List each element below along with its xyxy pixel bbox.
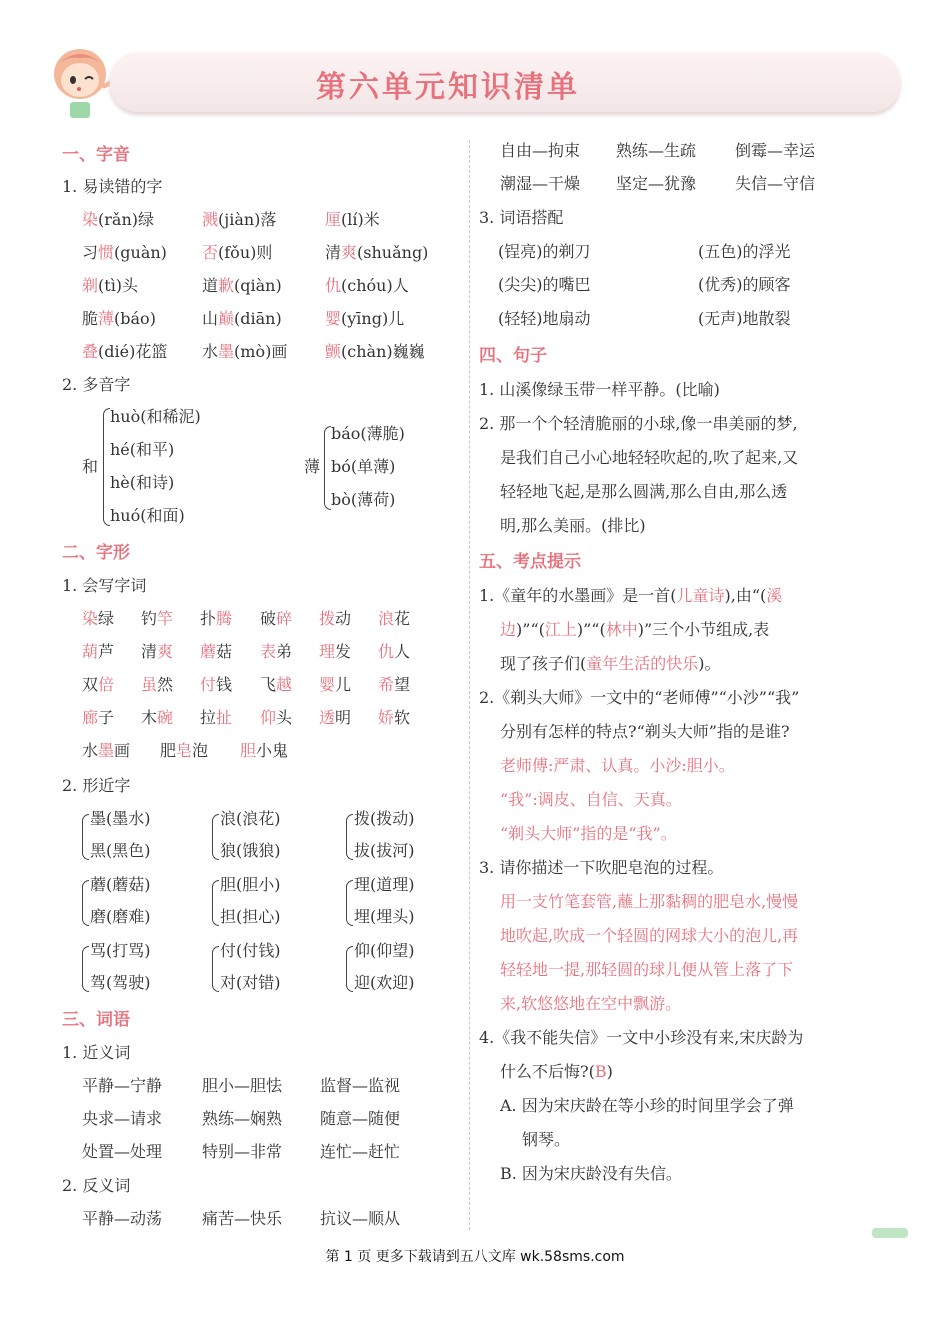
synonym-pair: 央求—请求 [82,1109,163,1128]
collocation: (无声)地散裂 [698,309,791,328]
similar-char: 磨(磨难) [90,907,151,926]
option-a: A. 因为宋庆龄在等小珍的时间里学会了弹 [500,1096,794,1115]
plain-char: 水 [82,741,99,760]
highlighted-char: 越 [276,675,293,694]
plain-char: 双 [82,675,99,694]
plain-char: 花 [394,609,411,628]
brace [212,946,219,992]
plain-char: 水 [202,342,219,361]
highlighted-char: 剃 [82,276,99,295]
highlighted-char: 溅 [202,210,219,229]
similar-char: 蘑(蘑菇) [90,875,151,894]
similar-char: 仰(仰望) [354,941,415,960]
plain-char: 菇 [216,642,233,661]
pinyin: (chóu)人 [341,276,409,295]
sentence-2-line: 是我们自己小心地轻轻吹起的,吹了起来,又 [500,448,799,467]
section-glyphs: 二、字形 [62,543,130,563]
plain-char: 拉 [200,708,217,727]
write-word [319,637,351,667]
text: 什么不后悔?( [500,1062,595,1081]
pronunciation-item [82,337,167,367]
question-2-answer: “剃头大师”指的是“我”。 [500,824,677,843]
plain-char: 弟 [276,642,293,661]
question-1-line [500,649,721,679]
brace [212,814,219,860]
similar-char: 理(道理) [354,875,415,894]
polyphone-item: hè(和诗) [110,473,175,492]
plain-char: 画 [114,741,131,760]
sentence-2-line: 轻轻地飞起,是那么圆满,那么自由,那么透 [500,482,788,501]
brace [212,880,219,926]
highlighted-char: 胆 [240,741,257,760]
write-word [200,670,232,700]
highlighted-char: 付 [200,675,217,694]
collocation: (优秀)的顾客 [698,275,791,294]
write-word [82,736,130,766]
text: )”“( [516,620,545,639]
plain-char: 破 [260,609,277,628]
similar-char: 狼(饿狼) [220,841,281,860]
answer: 溪 [766,586,783,605]
highlighted-char: 拨 [319,609,336,628]
polyphone-item: huó(和面) [110,506,185,525]
synonym-pair: 平静—宁静 [82,1076,163,1095]
pronunciation-item [82,271,138,301]
write-word [200,604,232,634]
antonym-pair: 坚定—犹豫 [616,174,697,193]
plain-char: 然 [157,675,174,694]
highlighted-char: 墨 [98,741,115,760]
plain-char: 动 [335,609,352,628]
highlighted-char: 虽 [141,675,158,694]
pinyin: (fǒu)则 [218,243,273,262]
similar-char: 担(担心) [220,907,281,926]
highlighted-char: 竿 [157,609,174,628]
highlighted-char: 惯 [98,243,115,262]
footer: 第 1 页 更多下载请到五八文库 wk.58sms.com [325,1249,625,1265]
pronunciation-item [325,238,428,268]
highlighted-char: 仇 [378,642,395,661]
highlighted-char: 叠 [82,342,99,361]
highlighted-char: 蘑 [200,642,217,661]
write-word [240,736,288,766]
similar-char: 浪(浪花) [220,809,281,828]
highlighted-char: 倍 [98,675,115,694]
highlighted-char: 葫 [82,642,99,661]
synonym-pair: 连忙—赶忙 [320,1142,401,1161]
antonym-pair: 失信—守信 [735,174,816,193]
pronunciation-item [82,304,156,334]
write-word [319,703,351,733]
pronunciation-item [82,238,167,268]
section-sentences: 四、句子 [479,346,547,366]
text: ),由“( [724,586,767,605]
polyphone-bao-char: 薄 [304,457,321,476]
brace [82,946,89,992]
write-word [141,670,173,700]
plain-char: 习 [82,243,99,262]
plain-char: 明 [335,708,352,727]
plain-char: 木 [141,708,158,727]
subsection-antonyms: 2. 反义词 [62,1176,131,1195]
write-word [260,604,292,634]
similar-char: 对(对错) [220,973,281,992]
pinyin: (guàn) [114,243,167,262]
polyphone-item: hé(和平) [110,440,175,459]
question-3: 3. 请你描述一下吹肥皂泡的过程。 [479,858,724,877]
similar-char: 埋(埋头) [354,907,415,926]
highlighted-char: 碗 [157,708,174,727]
answer: B [594,1062,607,1081]
write-word [160,736,208,766]
write-word [141,703,173,733]
question-3-answer: 地吹起,吹成一个轻圆的网球大小的泡儿,再 [500,926,799,945]
polyphone-he-char: 和 [82,457,99,476]
polyphone-item: huò(和稀泥) [110,407,201,426]
question-2-answer: “我”:调皮、自信、天真。 [500,790,682,809]
synonym-pair: 熟练—娴熟 [202,1109,283,1128]
highlighted-char: 厘 [325,210,342,229]
answer: 林中 [605,620,638,639]
plain-char: 望 [394,675,411,694]
pinyin: (yīng)儿 [341,309,405,328]
write-word [260,703,292,733]
pronunciation-item [325,205,380,235]
answer: 边 [500,620,517,639]
text: )”三个小节组成,表 [637,620,770,639]
plain-char: 子 [98,708,115,727]
plain-char: 清 [141,642,158,661]
plain-char: 芦 [98,642,115,661]
plain-char: 山 [202,309,219,328]
text: 现了孩子们( [500,654,587,673]
write-word [82,670,114,700]
highlighted-char: 碎 [276,609,293,628]
write-word [260,637,292,667]
antonym-pair: 平静—动荡 [82,1209,163,1228]
text: 1.《童年的水墨画》是一首( [479,586,677,605]
similar-char: 拨(拨动) [354,809,415,828]
brace [82,814,89,860]
text: )。 [698,654,721,673]
brace [82,880,89,926]
similar-char: 胆(胆小) [220,875,281,894]
plain-char: 肥 [160,741,177,760]
antonym-pair: 潮湿—干燥 [500,174,581,193]
question-3-answer: 来,软悠悠地在空中飘游。 [500,994,682,1013]
plain-char: 扑 [200,609,217,628]
write-word [200,637,232,667]
write-word [141,637,173,667]
brace [324,426,331,510]
corner-tab [872,1228,908,1238]
question-3-answer: 轻轻地一提,那轻圆的球儿便从管上落了下 [500,960,794,979]
pinyin: (rǎn)绿 [98,210,154,229]
text: ) [606,1062,613,1081]
pinyin: (lí)米 [341,210,380,229]
question-4-line: 4.《我不能失信》一文中小珍没有来,宋庆龄为 [479,1028,804,1047]
pinyin: (mò)画 [234,342,288,361]
question-2-line: 分别有怎样的特点?“剃头大师”指的是谁? [500,722,790,741]
pinyin: (tì)头 [98,276,139,295]
question-3-answer: 用一支竹笔套管,蘸上那黏稠的肥皂水,慢慢 [500,892,799,911]
sentence-2-line: 明,那么美丽。(排比) [500,516,646,535]
highlighted-char: 巅 [218,309,235,328]
write-word [82,703,114,733]
plain-char: 清 [325,243,342,262]
highlighted-char: 透 [319,708,336,727]
collocation: (轻轻)地扇动 [498,309,591,328]
antonym-pair: 倒霉—幸运 [735,141,816,160]
answer: 童年生活的快乐 [586,654,699,673]
pronunciation-item [325,337,425,367]
similar-char: 驾(驾驶) [90,973,151,992]
text: )”“( [576,620,606,639]
synonym-pair: 监督—监视 [320,1076,401,1095]
highlighted-char: 爽 [341,243,358,262]
antonym-pair: 自由—拘束 [500,141,581,160]
subsection-synonyms: 1. 近义词 [62,1043,131,1062]
question-1-line [479,581,782,611]
section-vocabulary: 三、词语 [62,1010,130,1030]
brace [103,408,110,526]
question-2-line: 2.《剃头大师》一文中的“老师傅”“小沙”“我” [479,688,800,707]
highlighted-char: 爽 [157,642,174,661]
highlighted-char: 仇 [325,276,342,295]
highlighted-char: 薄 [98,309,115,328]
highlighted-char: 墨 [218,342,235,361]
brace [346,880,353,926]
pronunciation-item [202,271,282,301]
pronunciation-item [325,304,404,334]
highlighted-char: 表 [260,642,277,661]
subsection-polyphones: 2. 多音字 [62,375,131,394]
highlighted-char: 染 [82,210,99,229]
subsection-write-words: 1. 会写字词 [62,576,147,595]
write-word [82,637,114,667]
highlighted-char: 希 [378,675,395,694]
plain-char: 道 [202,276,219,295]
similar-char: 黑(黑色) [90,841,151,860]
similar-char: 付(付钱) [220,941,281,960]
synonym-pair: 随意—随便 [320,1109,401,1128]
plain-char: 钱 [216,675,233,694]
write-word [200,703,232,733]
section-exam-tips: 五、考点提示 [479,552,581,572]
brace [346,946,353,992]
highlighted-char: 染 [82,609,99,628]
highlighted-char: 仰 [260,708,277,727]
highlighted-char: 否 [202,243,219,262]
answer: 江上 [544,620,577,639]
antonym-pair: 抗议—顺从 [320,1209,401,1228]
column-divider [469,140,470,1230]
plain-char: 头 [276,708,293,727]
highlighted-char: 浪 [378,609,395,628]
pinyin: (dié)花篮 [98,342,168,361]
similar-char: 拔(拔河) [354,841,415,860]
plain-char: 泡 [192,741,209,760]
polyphone-item: bó(单薄) [331,457,396,476]
highlighted-char: 歉 [218,276,235,295]
section-pronunciation: 一、字音 [62,145,130,165]
plain-char: 软 [394,708,411,727]
highlighted-char: 腾 [216,609,233,628]
synonym-pair: 处置—处理 [82,1142,163,1161]
write-word [82,604,114,634]
synonym-pair: 胆小—胆怯 [202,1076,283,1095]
pronunciation-item [202,205,276,235]
question-1-line [500,615,769,645]
synonym-pair: 特别—非常 [202,1142,283,1161]
plain-char: 发 [335,642,352,661]
pronunciation-item [82,205,154,235]
similar-char: 骂(打骂) [90,941,151,960]
write-word [319,604,351,634]
brace [346,814,353,860]
highlighted-char: 婴 [319,675,336,694]
write-word [260,670,292,700]
highlighted-char: 皂 [176,741,193,760]
pinyin: (jiàn)落 [218,210,277,229]
question-2-answer: 老师傅:严肃、认真。小沙:胆小。 [500,756,735,775]
highlighted-char: 颤 [325,342,342,361]
plain-char: 儿 [335,675,352,694]
polyphone-item: bò(薄荷) [331,490,396,509]
plain-char: 小 [256,741,273,760]
pronunciation-item [202,304,282,334]
pinyin: (báo) [114,309,156,328]
pronunciation-item [202,337,287,367]
plain-char: 绿 [98,609,115,628]
pinyin: (diān) [234,309,282,328]
plain-char: 钓 [141,609,158,628]
collocation: (尖尖)的嘴巴 [498,275,591,294]
plain-char: 脆 [82,309,99,328]
pronunciation-item [202,238,272,268]
page-title: 第六单元知识清单 [316,70,580,105]
highlighted-char: 理 [319,642,336,661]
highlighted-char: 娇 [378,708,395,727]
question-4-line [500,1057,613,1087]
write-word [141,604,173,634]
sentence-2-line: 2. 那一个个轻清脆丽的小球,像一串美丽的梦, [479,414,798,433]
plain-char: 鬼 [272,741,289,760]
plain-char: 人 [394,642,411,661]
write-word [319,670,351,700]
highlighted-char: 婴 [325,309,342,328]
similar-char: 迎(欢迎) [354,973,415,992]
write-word [378,604,410,634]
option-b: B. 因为宋庆龄没有失信。 [500,1164,682,1183]
highlighted-char: 扯 [216,708,233,727]
subsection-collocation: 3. 词语搭配 [479,208,564,227]
pinyin: (qiàn) [234,276,282,295]
sentence-1: 1. 山溪像绿玉带一样平静。(比喻) [479,380,720,399]
polyphone-item: báo(薄脆) [331,424,405,443]
plain-char: 飞 [260,675,277,694]
highlighted-char: 廊 [82,708,99,727]
pronunciation-item [325,271,409,301]
write-word [378,670,410,700]
pinyin: (chàn)巍巍 [341,342,425,361]
antonym-pair: 痛苦—快乐 [202,1209,283,1228]
answer: 儿童诗 [676,586,725,605]
subsection-hard-chars: 1. 易读错的字 [62,177,163,196]
collocation: (锃亮)的剃刀 [498,242,591,261]
subsection-similar-chars: 2. 形近字 [62,776,131,795]
similar-char: 墨(墨水) [90,809,151,828]
option-a: 钢琴。 [522,1130,571,1149]
antonym-pair: 熟练—生疏 [616,141,697,160]
write-word [378,703,410,733]
pinyin: (shuǎng) [357,243,429,262]
write-word [378,637,410,667]
collocation: (五色)的浮光 [698,242,791,261]
